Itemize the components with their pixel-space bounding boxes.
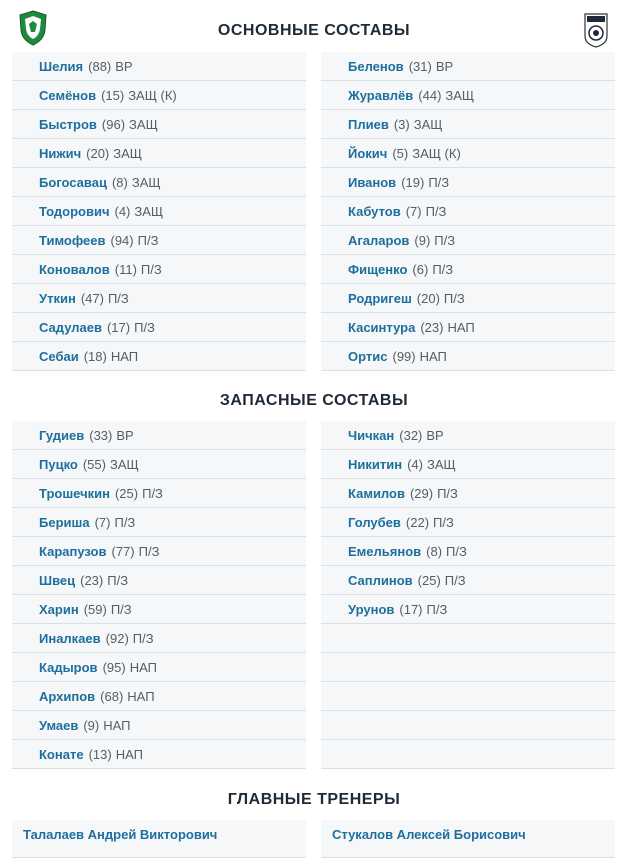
player-name[interactable]: Емельянов [348, 543, 422, 559]
player-row[interactable] [12, 168, 306, 197]
player-row[interactable] [12, 81, 306, 110]
player-row[interactable] [321, 284, 615, 313]
player-name[interactable]: Иванов [348, 174, 397, 190]
player-position: П/З [425, 203, 447, 219]
player-row[interactable] [12, 566, 306, 595]
player-number: (4) [114, 203, 131, 219]
player-row[interactable] [12, 284, 306, 313]
away-lineup-list [321, 52, 615, 371]
player-name[interactable]: Камилов [348, 485, 405, 501]
player-name[interactable]: Саплинов [348, 572, 413, 588]
subs-title: ЗАПАСНЫЕ СОСТАВЫ [219, 392, 409, 409]
player-number: (7) [405, 203, 422, 219]
player-row[interactable] [321, 168, 615, 197]
lineups-header [0, 0, 628, 56]
player-number: (29) [409, 485, 434, 501]
player-position: П/З [446, 543, 467, 559]
player-name[interactable]: Бериша [39, 514, 90, 530]
home-coach[interactable]: Талалаев Андрей Викторович [12, 820, 306, 858]
player-name[interactable]: Чичкан [348, 427, 395, 443]
player-row[interactable] [12, 255, 306, 284]
lineups-title: ОСНОВНЫЕ СОСТАВЫ [217, 22, 411, 39]
player-position: ЗАЩ [445, 87, 475, 103]
player-number: (94) [110, 232, 134, 248]
player-row[interactable] [321, 537, 615, 566]
player-position: П/З [437, 485, 458, 501]
player-position: П/З [138, 543, 160, 559]
player-name[interactable]: Журавлёв [348, 87, 414, 103]
player-row[interactable] [12, 313, 306, 342]
player-position: ЗАЩ [426, 456, 456, 472]
player-position: П/З [137, 232, 159, 248]
player-row[interactable] [321, 81, 615, 110]
player-number: (59) [83, 601, 107, 617]
away-coach[interactable]: Стукалов Алексей Борисович [321, 820, 615, 858]
player-name[interactable]: Голубев [348, 514, 401, 530]
player-number: (3) [393, 116, 410, 132]
player-name[interactable]: Коновалов [39, 261, 110, 277]
player-number: (95) [102, 659, 126, 675]
player-name[interactable]: Семёнов [39, 87, 97, 103]
player-position: ВР [116, 427, 134, 443]
player-row[interactable] [12, 342, 306, 371]
player-position: П/З [444, 572, 466, 588]
player-position: П/З [142, 485, 163, 501]
player-position: ЗАЩ [134, 203, 164, 219]
player-name[interactable]: Урунов [348, 601, 395, 617]
player-number: (68) [100, 688, 124, 704]
player-row[interactable] [321, 595, 615, 624]
player-row[interactable] [12, 139, 306, 168]
player-row [321, 624, 615, 653]
player-row[interactable] [12, 197, 306, 226]
player-name[interactable]: Уткин [39, 290, 76, 306]
player-name[interactable]: Беленов [348, 58, 404, 74]
home-subs-list [12, 421, 306, 769]
player-row[interactable] [321, 52, 615, 81]
player-number: (33) [89, 427, 113, 443]
player-number: (20) [86, 145, 110, 161]
player-row[interactable] [12, 537, 306, 566]
player-name[interactable]: Себаи [39, 348, 79, 364]
player-position: П/З [110, 601, 132, 617]
player-position: П/З [107, 290, 129, 306]
player-name[interactable]: Гудиев [39, 427, 85, 443]
player-row [321, 711, 615, 740]
player-number: (32) [399, 427, 423, 443]
player-name[interactable]: Ортис [348, 348, 388, 364]
player-number: (25) [417, 572, 441, 588]
player-position: ЗАЩ (К) [412, 145, 461, 161]
player-row[interactable] [12, 479, 306, 508]
player-name[interactable]: Кабутов [348, 203, 401, 219]
player-position: ВР [435, 58, 454, 74]
away-subs-list [321, 421, 615, 769]
player-number: (11) [114, 261, 137, 277]
player-row[interactable] [12, 52, 306, 81]
player-position: НАП [127, 688, 155, 704]
ufa-logo-icon[interactable] [584, 12, 608, 48]
player-row[interactable] [321, 226, 615, 255]
player-position: П/З [134, 319, 155, 335]
player-name[interactable]: Швец [39, 572, 76, 588]
player-number: (18) [83, 348, 107, 364]
player-number: (55) [82, 456, 106, 472]
player-row[interactable] [12, 595, 306, 624]
player-name[interactable]: Тимофеев [39, 232, 106, 248]
player-row [321, 740, 615, 769]
player-name[interactable]: Шелия [39, 58, 84, 74]
player-name[interactable]: Тодорович [39, 203, 110, 219]
player-name[interactable]: Карапузов [39, 543, 107, 559]
player-name[interactable]: Умаев [39, 717, 79, 733]
player-number: (5) [392, 145, 409, 161]
player-name[interactable]: Родригеш [348, 290, 412, 306]
player-row[interactable] [12, 624, 306, 653]
player-row[interactable] [321, 313, 615, 342]
player-position: НАП [103, 717, 131, 733]
player-position: П/З [428, 174, 450, 190]
player-row [321, 653, 615, 682]
player-position: П/З [140, 261, 162, 277]
player-number: (6) [412, 261, 429, 277]
player-number: (19) [401, 174, 425, 190]
player-number: (7) [94, 514, 111, 530]
player-row[interactable] [12, 421, 306, 450]
player-number: (8) [111, 174, 128, 190]
player-name[interactable]: Пуцко [39, 456, 78, 472]
player-number: (23) [80, 572, 104, 588]
player-row[interactable] [321, 110, 615, 139]
player-number: (9) [83, 717, 100, 733]
player-position: ЗАЩ [129, 116, 158, 132]
player-number: (92) [105, 630, 129, 646]
player-row[interactable] [321, 342, 615, 371]
player-position: ВР [115, 58, 133, 74]
player-name[interactable]: Садулаев [39, 319, 102, 335]
player-number: (44) [418, 87, 442, 103]
player-row[interactable] [12, 450, 306, 479]
player-number: (22) [405, 514, 430, 530]
player-position: ЗАЩ [109, 456, 139, 472]
player-row[interactable] [321, 479, 615, 508]
player-number: (8) [426, 543, 443, 559]
player-position: П/З [132, 630, 154, 646]
player-name[interactable]: Никитин [348, 456, 403, 472]
player-name[interactable]: Трошечкин [39, 485, 110, 501]
player-name[interactable]: Агаларов [348, 232, 410, 248]
player-row[interactable] [321, 508, 615, 537]
player-row[interactable] [12, 226, 306, 255]
player-position: П/З [432, 261, 454, 277]
player-number: (99) [392, 348, 416, 364]
player-number: (13) [88, 746, 112, 762]
player-row [321, 682, 615, 711]
player-row[interactable] [12, 711, 306, 740]
player-name[interactable]: Быстров [39, 116, 97, 132]
player-position: ВР [426, 427, 444, 443]
player-row[interactable] [321, 450, 615, 479]
player-number: (77) [111, 543, 135, 559]
player-number: (31) [408, 58, 432, 74]
player-row[interactable] [12, 740, 306, 769]
player-position: НАП [110, 348, 139, 364]
player-row[interactable] [321, 255, 615, 284]
home-lineup-list [12, 52, 306, 371]
player-row[interactable] [321, 566, 615, 595]
player-position: П/З [434, 232, 456, 248]
player-number: (96) [101, 116, 126, 132]
player-name[interactable]: Кадыров [39, 659, 98, 675]
player-name[interactable]: Конате [39, 746, 84, 762]
player-name[interactable]: Иналкаев [39, 630, 101, 646]
player-row[interactable] [12, 508, 306, 537]
player-position: ЗАЩ [413, 116, 443, 132]
player-position: ЗАЩ [113, 145, 142, 161]
player-position: НАП [447, 319, 475, 335]
player-number: (47) [80, 290, 104, 306]
player-number: (9) [414, 232, 431, 248]
player-number: (17) [106, 319, 131, 335]
player-row[interactable] [321, 421, 615, 450]
player-name[interactable]: Богосавац [39, 174, 107, 190]
player-position: ЗАЩ [131, 174, 161, 190]
player-name[interactable]: Архипов [39, 688, 96, 704]
player-name[interactable]: Плиев [348, 116, 389, 132]
player-position: П/З [426, 601, 448, 617]
player-number: (25) [114, 485, 139, 501]
player-name[interactable]: Нижич [39, 145, 82, 161]
player-position: П/З [114, 514, 136, 530]
player-position: НАП [129, 659, 157, 675]
player-position: НАП [115, 746, 143, 762]
player-row[interactable] [321, 139, 615, 168]
player-position: П/З [443, 290, 465, 306]
player-name[interactable]: Йокич [348, 145, 388, 161]
player-number: (23) [420, 319, 444, 335]
player-row[interactable] [12, 682, 306, 711]
player-name[interactable]: Фищенко [348, 261, 408, 277]
player-position: П/З [107, 572, 129, 588]
player-number: (4) [407, 456, 423, 472]
player-number: (20) [416, 290, 440, 306]
player-number: (15) [101, 87, 125, 103]
player-row[interactable] [12, 653, 306, 682]
player-name[interactable]: Касинтура [348, 319, 416, 335]
coaches-title: ГЛАВНЫЕ ТРЕНЕРЫ [227, 791, 401, 808]
player-row[interactable] [321, 197, 615, 226]
player-number: (17) [399, 601, 423, 617]
player-position: ЗАЩ (К) [128, 87, 177, 103]
player-row[interactable] [12, 110, 306, 139]
player-name[interactable]: Харин [39, 601, 79, 617]
player-number: (88) [88, 58, 112, 74]
player-position: НАП [419, 348, 447, 364]
player-position: П/З [433, 514, 454, 530]
